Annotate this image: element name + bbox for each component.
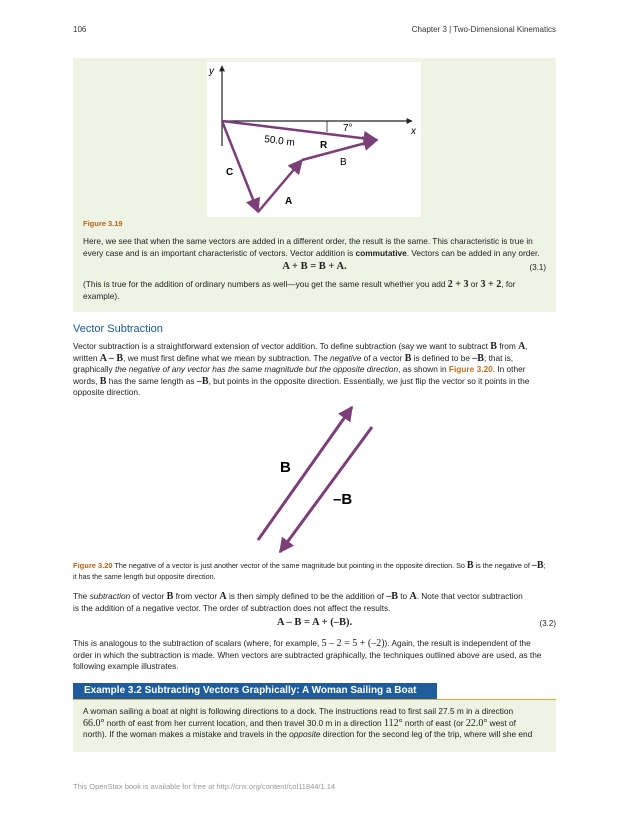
- subtraction-definition-paragraph: The subtraction of vector B from vector A is then simply defined to be the addition of –B to A. Note that vector subtraction is the addition of a negative vector. The order of subtraction does not affect the results.: [73, 591, 523, 613]
- label-r: R: [320, 140, 328, 151]
- figure-3-20-diagram: [240, 400, 390, 560]
- vector-a: [258, 160, 302, 212]
- equation-3-1: A + B = B + A.: [282, 261, 347, 272]
- example-text: A woman sailing a boat at night is following directions to a dock. The instructions read to first sail 27.5 m in a direction 66.0° north of east from her current location, and then travel 30.0 m in a direction 112° north of east (or 22.0° west of north). If the woman makes a mistake and travels in the opposite direction for the second leg of the trip, where will she end: [83, 706, 533, 739]
- equation-number-3-1: (3.1): [529, 263, 546, 272]
- commutative-paragraph: Here, we see that when the same vectors are added in a different order, the result is the same. This characteristic is true in every case and is an important characteristic of vectors. Vector addition is commutative. Vectors can be added in any order.: [83, 236, 540, 258]
- label-c: C: [226, 167, 234, 178]
- figure-3-20-link[interactable]: Figure 3.20: [448, 364, 493, 374]
- figure-3-19-diagram: [207, 62, 421, 217]
- angle-label: 7°: [343, 123, 353, 134]
- section-title: Vector Subtraction: [73, 323, 163, 335]
- page-number: 106: [73, 25, 87, 34]
- label-a: A: [285, 196, 293, 207]
- scalar-analogy-paragraph: This is analogous to the subtraction of scalars (where, for example, 5 – 2 = 5 + (–2)). Again, the result is independent of the order in which the subtraction is made. When vectors are subtracted graphically, the techniques outlined above are used, as the following example illustrates.: [73, 638, 542, 671]
- label-b-large: B: [280, 459, 291, 476]
- vector-addition-diagram: [207, 62, 421, 217]
- equation-3-2: A – B = A + (–B).: [276, 617, 353, 628]
- ordinary-numbers-paragraph: (This is true for the addition of ordinary numbers as well—you get the same result whether you add 2 + 3 or 3 + 2, for example).: [83, 279, 516, 301]
- running-head: Chapter 3 | Two-Dimensional Kinematics: [411, 25, 556, 34]
- example-box: [73, 700, 556, 752]
- label-b: B: [340, 157, 347, 168]
- figure-3-19-label: Figure 3.19: [83, 219, 123, 228]
- label-neg-b-large: –B: [333, 491, 353, 508]
- vector-r: [222, 121, 377, 140]
- equation-number-3-2: (3.2): [539, 619, 556, 628]
- vector-subtraction-paragraph: Vector subtraction is a straightforward extension of vector addition. To define subtraction (say we want to subtract B from A, written A – B, we must first define what we mean by subtraction. The negative of a vector B is defined to be –B; that is, graphically the negative of any vector has the same magnitude but the opposite direction, as shown in Figure 3.20. In other words, B has the same length as –B, but points in the opposite direction. Essentially, we just flip the vector so it points in the opposite direction.: [73, 341, 530, 397]
- y-axis-label: y: [209, 66, 214, 77]
- x-axis-label: x: [411, 126, 416, 137]
- figure-3-19-box: [73, 58, 556, 312]
- example-title: Example 3.2 Subtracting Vectors Graphically: A Woman Sailing a Boat: [73, 683, 437, 699]
- distance-label: 50.0 m: [263, 134, 296, 149]
- example-header: [73, 683, 556, 700]
- footer-text: This OpenStax book is available for free at http://cnx.org/content/col11844/1.14: [73, 782, 336, 791]
- figure-3-20-caption: Figure 3.20 The negative of a vector is just another vector of the same magnitude but pointing in the opposite direction. So B is the negative of –B; it has the same length but opposite direction.: [73, 560, 546, 581]
